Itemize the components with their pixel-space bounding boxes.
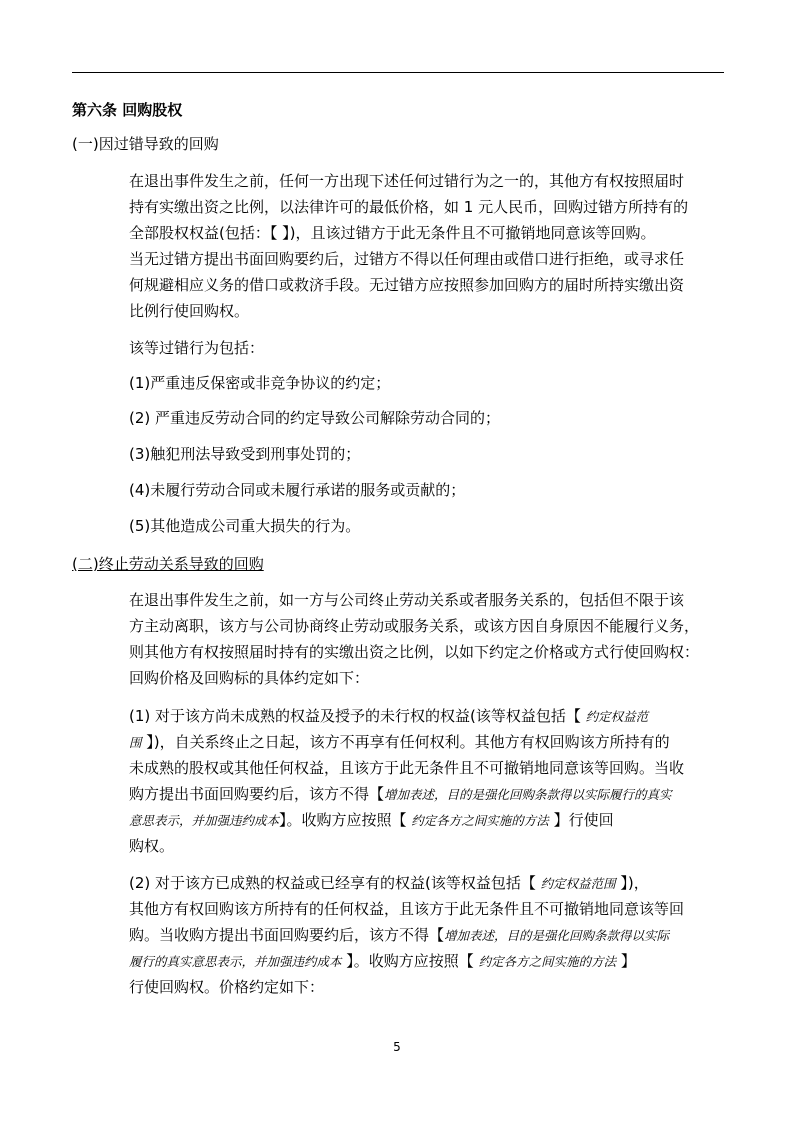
list-intro: 该等过错行为包括： <box>129 339 265 357</box>
paragraph-line: 全部股权权益(包括：【 】)，且该过错方于此无条件且不可撤销地同意该等回购。 <box>129 224 656 242</box>
placeholder-note: 增加表述，目的是强化回购条款得以实际 <box>444 928 670 943</box>
section-heading: (一)因过错导致的回购 <box>72 135 219 153</box>
clause-text: 购方提出书面回购要约后，该方不得【 <box>129 785 385 803</box>
paragraph-line: 比例行使回购权。 <box>129 302 250 320</box>
article-title: 第六条 回购股权 <box>72 101 183 119</box>
clause-line <box>129 807 614 834</box>
list-item: (3)触犯刑法导致受到刑事处罚的； <box>129 445 361 463</box>
section-heading: (二)终止劳动关系导致的回购 <box>72 555 264 573</box>
clause-text: (1) 对于该方尚未成熟的权益及授予的未行权的权益(该等权益包括【 <box>129 707 586 725</box>
clause-line: 行使回购权。价格约定如下： <box>129 978 325 996</box>
placeholder-note: 围 <box>129 735 142 750</box>
placeholder-note: 约定各方之间实施的方法 <box>411 813 549 828</box>
list-item: (4)未履行劳动合同或未履行承诺的服务或贡献的； <box>129 481 466 499</box>
clause-text: 】 <box>616 952 636 970</box>
clause-text: 】)， <box>615 874 649 892</box>
list-item: (1)严重违反保密或非竞争协议的约定； <box>129 374 391 392</box>
placeholder-note: 约定各方之间实施的方法 <box>478 954 617 969</box>
list-item: (5)其他造成公司重大损失的行为。 <box>129 517 361 535</box>
page-number: 5 <box>393 1040 401 1054</box>
clause-line: 购权。 <box>129 837 175 855</box>
placeholder-note: 增加表述，目的是强化回购条款得以实际履行的真实 <box>384 787 672 802</box>
clause-text: (2) 对于该方已成熟的权益或已经享有的权益(该等权益包括【 <box>129 874 541 892</box>
clause-line <box>129 703 648 730</box>
list-item: (2) 严重违反劳动合同的约定导致公司解除劳动合同的； <box>129 409 501 427</box>
paragraph-line: 则其他方有权按照届时持有的实缴出资之比例，以如下约定之价格或方式行使回购权： <box>129 643 700 661</box>
paragraph-line: 当无过错方提出书面回购要约后，过错方不得以任何理由或借口进行拒绝，或寻求任 <box>129 250 685 268</box>
paragraph-line: 何规避相应义务的借口或救济手段。无过错方应按照参加回购方的届时所持实缴出资 <box>129 276 685 294</box>
clause-line: 其他方有权回购该方所持有的任何权益，且该方于此无条件且不可撤销地同意该等回 <box>129 900 685 918</box>
placeholder-note: 意思表示，并加强违约成本 <box>129 813 280 828</box>
paragraph-line: 在退出事件发生之前，任何一方出现下述任何过错行为之一的，其他方有权按照届时 <box>129 172 685 190</box>
clause-line <box>129 948 636 975</box>
clause-text: 购。当收购方提出书面回购要约后，该方不得【 <box>129 926 445 944</box>
clause-line: 未成熟的股权或其他任何权益，且该方于此无条件且不可撤销地同意该等回购。当收 <box>129 759 685 777</box>
header-rule <box>72 72 724 73</box>
clause-text: 】)，自关系终止之日起，该方不再享有任何权利。其他方有权回购该方所持有的 <box>141 733 670 751</box>
clause-line <box>129 870 649 897</box>
clause-text: 】。收购方应按照【 <box>341 952 479 970</box>
placeholder-note: 履行的真实意思表示，并加强违约成本 <box>129 954 342 969</box>
clause-line <box>129 922 669 949</box>
clause-text: 】行使回 <box>548 811 614 829</box>
paragraph-line: 回购价格及回购标的具体约定如下： <box>129 669 370 687</box>
clause-text: 】。收购方应按照【 <box>279 811 412 829</box>
paragraph-line: 方主动离职，该方与公司协商终止劳动或服务关系，或该方因自身原因不能履行义务， <box>129 617 700 635</box>
placeholder-note: 约定权益范围 <box>540 876 616 891</box>
paragraph-line: 在退出事件发生之前，如一方与公司终止劳动关系或者服务关系的，包括但不限于该 <box>129 591 685 609</box>
paragraph-line: 持有实缴出资之比例，以法律许可的最低价格，如 1 元人民币，回购过错方所持有的 <box>129 198 689 216</box>
clause-line <box>129 781 672 808</box>
placeholder-note: 约定权益范 <box>585 709 649 724</box>
clause-line <box>129 729 670 756</box>
